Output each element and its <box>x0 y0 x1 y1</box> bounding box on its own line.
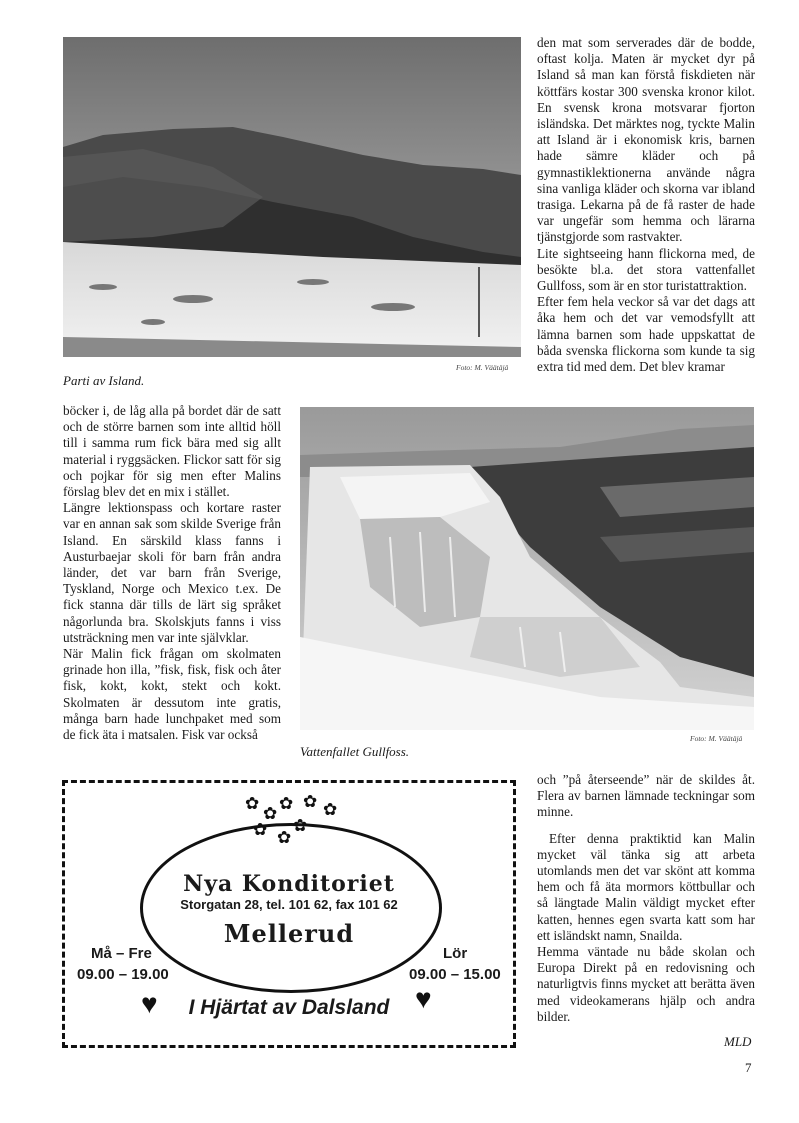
article-column-top-right <box>537 35 755 375</box>
paragraph: När Malin fick frågan om skolmaten grinade hon illa, ”fisk, fisk, fisk och åter fisk, kokt, kokt, stekt och kokt. Skolmaten är dessutom inte gratis, många barn hade lunchpaket med som de fick äta i matsalen. Fisk var också <box>63 646 281 743</box>
article-column-left <box>63 403 281 743</box>
flower-icon: ✿ <box>263 804 278 823</box>
paragraph: Efter denna praktiktid kan Malin mycket väl tänka sig att arbeta utomlands men det var skönt att komma hem och få äta mormors köttbullar och så längtade Malin väldigt mycket efter katten, hennes egen svarta katt som har ett isländskt namn, Snailda. <box>537 830 755 943</box>
photo2-caption: Vattenfallet Gullfoss. <box>300 744 410 759</box>
flower-icon: ✿ <box>293 816 308 835</box>
paragraph: den mat som serverades där de bodde, oftast kolja. Maten är mycket dyr på Island så man kan förstå fiskdieten när köttfärs kostar 300 svenska kronor kilot. En svensk krona motsvarar fjorton isländska. Det märktes nog, tyckte Malin att Island är i ekonomisk kris, barnen hade sämre kläder och på gymnastiklektionerna använde några sina vanliga kläder och skorna var ibland trasiga. Lekarna på de få raster de hade var ungefär som hemma och lärarna tjänstgjorde som rastvakter. <box>537 35 755 245</box>
ad-saturday-hours: 09.00 – 15.00 <box>409 966 501 983</box>
ad-town: Mellerud <box>223 919 355 948</box>
gullfoss-photo <box>300 407 754 730</box>
flower-icon: ✿ <box>277 828 292 847</box>
flower-icon: ✿ <box>253 820 268 839</box>
landscape-photo <box>63 37 521 357</box>
flower-icon: ✿ <box>279 794 294 813</box>
flower-icon: ✿ <box>245 794 260 813</box>
ad-address: Storgatan 28, tel. 101 62, fax 101 62 <box>180 897 398 912</box>
page-number: 7 <box>745 1060 752 1075</box>
paragraph: Efter fem hela veckor så var det dags att åka hem och det var vemodsfyllt att lämna barnen som hade uppskattat de båda svenska flickorna som kunde ta sig extra tid med dem. Det blev kramar <box>537 294 755 375</box>
photo1-credit: Foto: M. Väätäjä <box>456 363 509 372</box>
paragraph: Lite sightseeing hann flickorna med, de besökte bl.a. det stora vattenfallet Gullfoss, som är en stor turistattraktion. <box>537 245 755 294</box>
author-signature: MLD <box>724 1034 752 1049</box>
flower-icon: ✿ <box>323 800 338 819</box>
flower-icon: ✿ <box>303 792 318 811</box>
article-column-bottom-right <box>537 772 755 1025</box>
ad-weekday-label: Må – Fre <box>91 945 152 962</box>
photo2-credit: Foto: M. Väätäjä <box>690 734 743 743</box>
advertisement-box <box>62 780 516 1048</box>
paragraph: och ”på återseende” när de skildes åt. Flera av barnen lämnade teckningar som minne. <box>537 772 755 820</box>
paragraph: böcker i, de låg alla på bordet där de satt och de större barnen som inte alltid höll till i samma rum fick bära med sig allt material i ryggsäcken. Flickor satt för sig och pojkar för sig men efter Malins förslag blev det en mix i stället. <box>63 403 281 500</box>
paragraph: Längre lektionspass och kortare raster var en annan sak som skilde Sverige från Island. En särskild klass fanns i Austurbaejar skoli för barn från andra länder, det var barn från Sverige, Tyskland, Norge och Mexico t.ex. De fick stanna där tills de lärt sig språket någorlunda bra. Skolskjuts fanns i viss utsträckning men var inte självklar. <box>63 500 281 645</box>
ad-shop-name: Nya Konditoriet <box>183 871 395 897</box>
heart-icon: ♥ <box>141 989 158 1020</box>
paragraph: Hemma väntade nu både skolan och Europa Direkt på en redovisning och naturligtvis finns mycket att berätta även med videokamerans hjälp och andra bilder. <box>537 944 755 1024</box>
heart-icon: ♥ <box>415 984 432 1015</box>
photo1-caption: Parti av Island. <box>63 373 145 388</box>
ad-slogan: I Hjärtat av Dalsland <box>188 996 390 1019</box>
ad-saturday-label: Lör <box>443 945 468 962</box>
ad-weekday-hours: 09.00 – 19.00 <box>77 966 169 983</box>
